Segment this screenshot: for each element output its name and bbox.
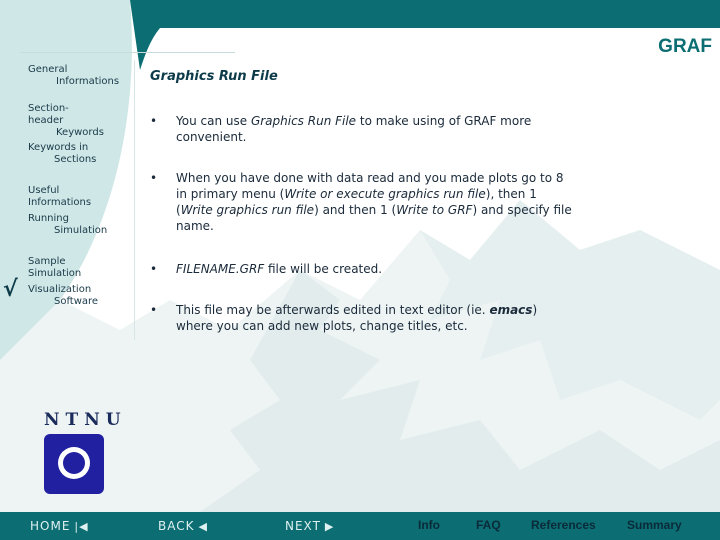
sidebar-item-sample-simulation[interactable] [28,256,81,280]
sidebar-item-label: General [28,64,68,75]
faq-link[interactable]: FAQ [476,518,501,532]
sidebar-item-label: Keywords in [28,142,89,153]
sidebar-item-label: Running [28,213,69,224]
app-title: GRAF [658,36,712,57]
sidebar-divider [134,60,135,340]
bullet-icon: • [150,114,158,128]
home-button[interactable] [30,519,89,533]
bullet-text: FILENAME.GRF file will be created. [176,262,383,276]
sidebar-item-running-simulation[interactable] [28,213,107,237]
logo-text: NTNU [44,410,127,430]
summary-link[interactable]: Summary [627,518,682,532]
bullet-icon: • [150,171,158,185]
arrow-right-icon: ▶ [324,520,335,533]
info-link[interactable]: Info [418,518,440,532]
back-button[interactable] [158,519,208,533]
bullet-text: This file may be afterwards edited in text editor (ie. emacs) where you can add new plots, change titles, etc. [176,303,538,333]
page-title: Graphics Run File [150,69,278,84]
sidebar-item-section-header-keywords[interactable] [28,103,104,139]
bullet-text: You can use Graphics Run File to make using of GRAF more convenient. [176,114,532,144]
next-button[interactable] [285,519,334,533]
sidebar-item-label: Sections [54,154,97,165]
sidebar-item-useful-informations[interactable] [28,185,91,209]
references-link[interactable]: References [531,518,596,532]
bullet-icon: • [150,262,158,276]
list-item [150,302,710,334]
sidebar-item-label: Useful Informations [28,185,92,208]
bullet-icon: • [150,303,158,317]
sidebar-item-label: Informations [56,76,120,87]
ntnu-emblem-icon [44,434,104,494]
top-divider [20,52,235,53]
home-label: HOME [30,519,71,533]
skip-back-icon: |◀ [74,520,89,533]
sidebar-item-keywords-in-sections[interactable] [28,142,96,166]
list-item [150,113,710,145]
ntnu-logo [44,410,127,494]
bullet-text: When you have done with data read and you made plots go to 8 in primary menu (Write or execute graphics run file), then 1 (Write graphics run file) and then 1 (Write to GRF) and specify file name. [176,171,572,233]
sidebar-item-label: Keywords [56,127,104,138]
back-label: BACK [158,519,195,533]
list-item [150,261,710,277]
sidebar-item-label: Software [54,296,99,307]
sidebar-item-label: Visualization [28,284,92,295]
footer-nav [0,512,720,540]
sidebar-item-label: Section-header [28,103,69,126]
sidebar-item-label: Sample Simulation [28,256,82,279]
sidebar-item-general-informations[interactable] [28,64,119,88]
next-label: NEXT [285,519,321,533]
arrow-left-icon: ◀ [198,520,208,533]
current-section-checkmark-icon: √ [3,277,18,302]
list-item [150,170,710,234]
sidebar-item-visualization-software[interactable] [28,284,98,308]
sidebar-item-label: Simulation [54,225,108,236]
